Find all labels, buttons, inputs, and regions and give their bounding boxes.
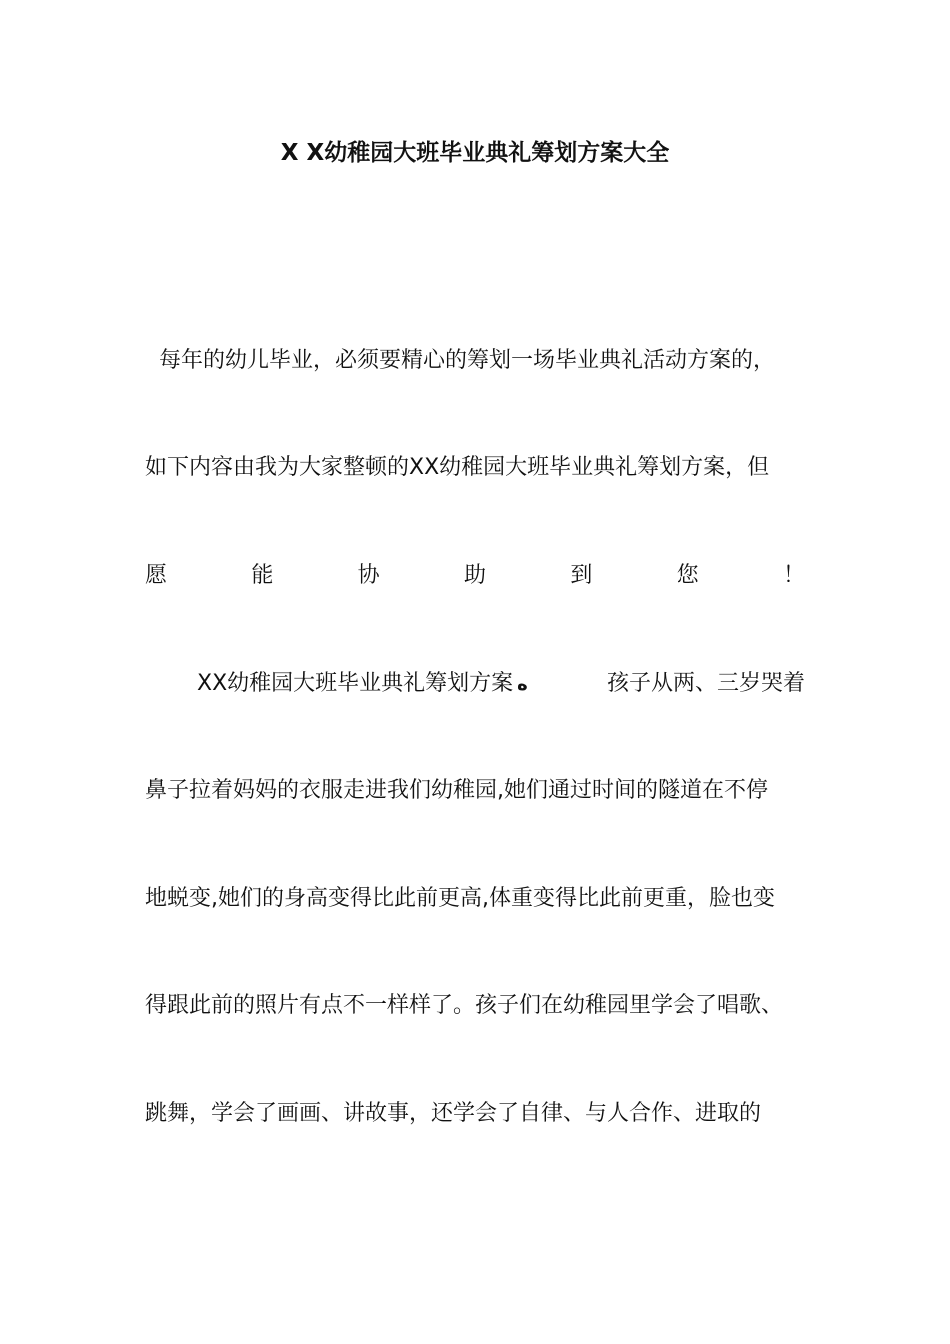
paragraph-line-2: 如下内容由我为大家整顿的XX幼稚园大班毕业典礼筹划方案，但 — [145, 455, 770, 480]
section-continuation: 孩子从两、三岁哭着 — [606, 671, 805, 696]
paragraph-line-8: 跳舞，学会了画画、讲故事，还学会了自律、与人合作、进取的 — [145, 1101, 762, 1126]
spread-char: 愿 — [145, 563, 168, 588]
spread-char: 您 — [676, 563, 699, 588]
paragraph-line-3 — [145, 561, 820, 591]
spread-char: 能 — [251, 563, 274, 588]
symbol-glyph: ه — [517, 674, 528, 695]
paragraph-line-6: 地蜕变,她们的身高变得比此前更高,体重变得比此前更重，脸也变 — [145, 886, 775, 911]
spread-char: 到 — [570, 563, 593, 588]
paragraph-line-7: 得跟此前的照片有点不一样样了。孩子们在幼稚园里学会了唱歌、 — [145, 993, 784, 1018]
spread-char: 助 — [463, 563, 486, 588]
section-heading-text: XX幼稚园大班毕业典礼筹划方案 — [197, 671, 514, 696]
document-title: X X幼稚园大班毕业典礼筹划方案大全 — [280, 140, 670, 166]
spread-char: 协 — [357, 563, 380, 588]
paragraph-line-4 — [145, 669, 820, 700]
paragraph-line-1: 每年的幼儿毕业，必须要精心的筹划一场毕业典礼活动方案的， — [159, 348, 776, 373]
section-heading — [145, 669, 528, 700]
paragraph-line-5: 鼻子拉着妈妈的衣服走进我们幼稚园,她们通过时间的隧道在不停 — [145, 778, 768, 803]
spread-char: ！ — [782, 563, 805, 588]
